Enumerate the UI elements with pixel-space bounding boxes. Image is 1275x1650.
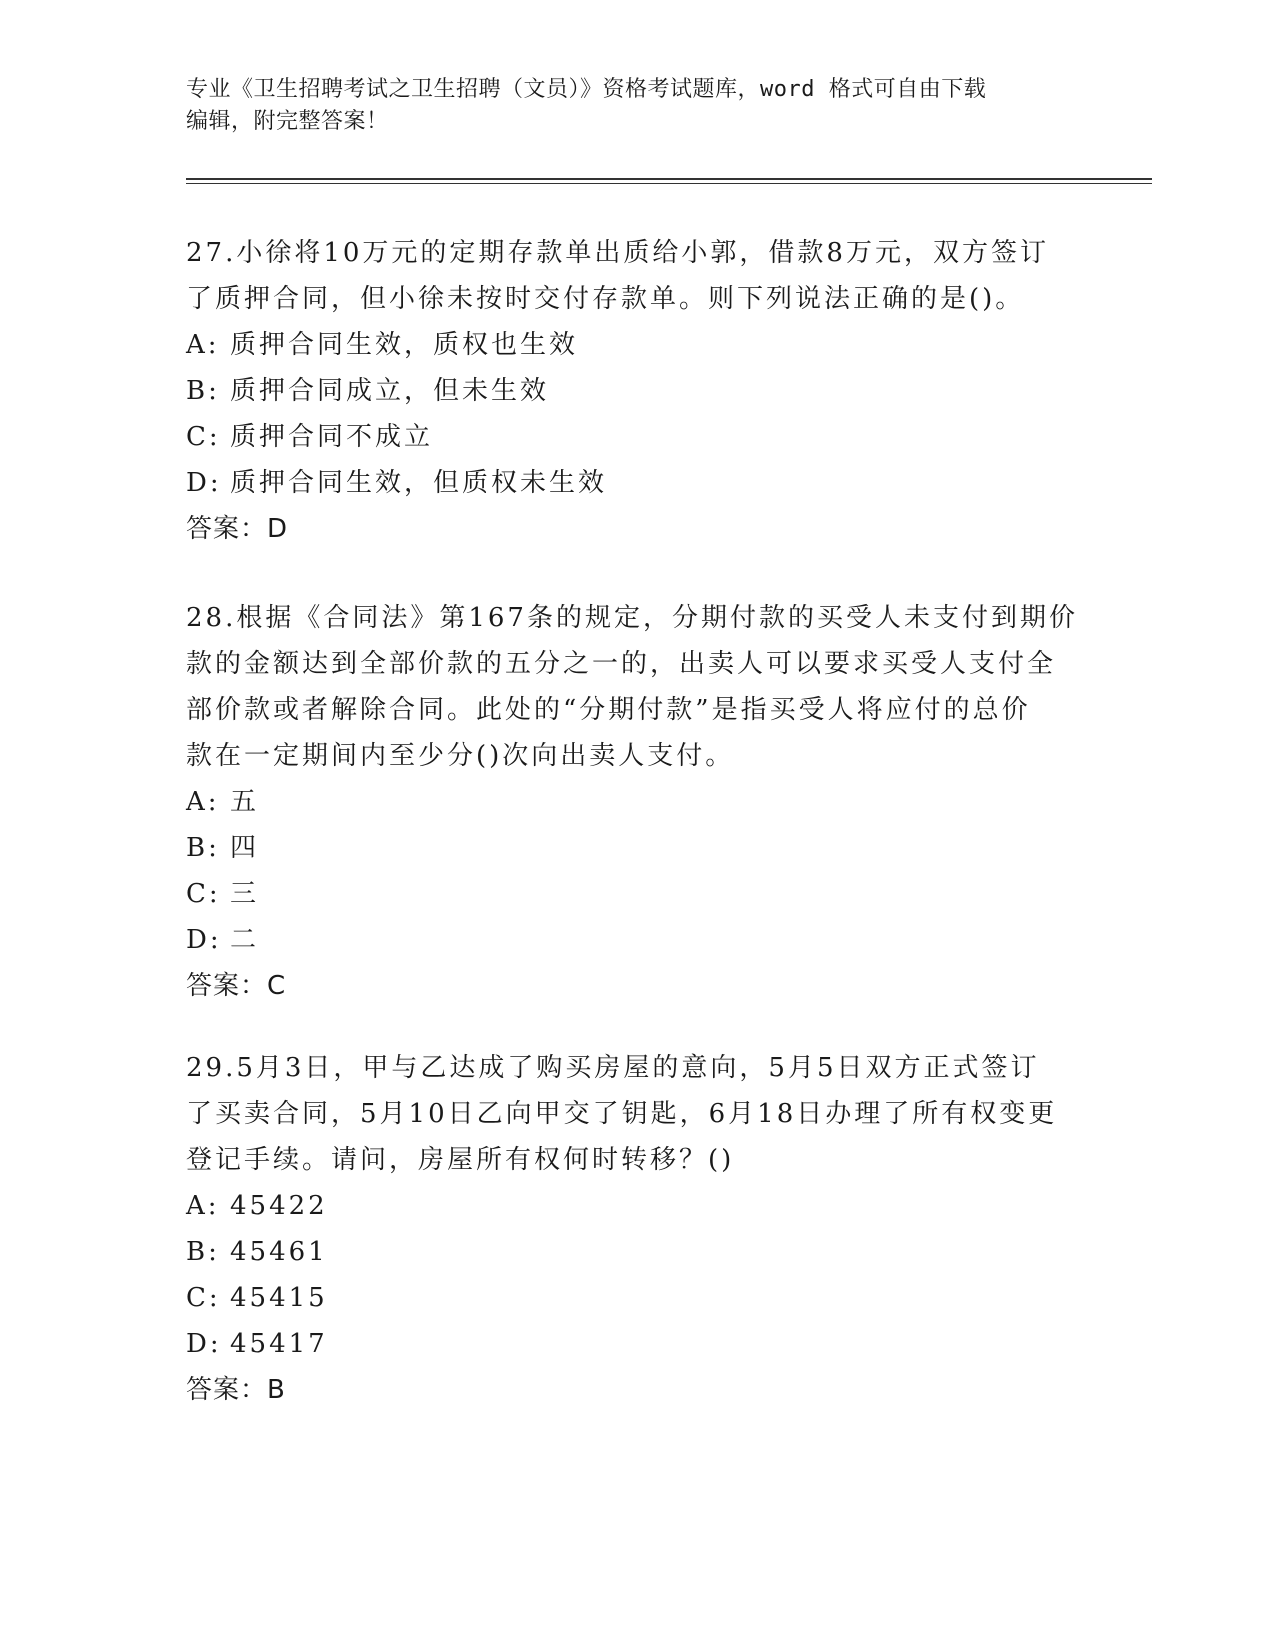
option-key: B: — [186, 833, 220, 863]
document-header — [186, 74, 1086, 138]
question-text-line: 登记手续。请问，房屋所有权何时转移？() — [186, 1145, 735, 1175]
question-text-line: 29.5月3日，甲与乙达成了购买房屋的意向，5月5日双方正式签订 — [186, 1053, 1040, 1083]
question-text-line: 款在一定期间内至少分()次向出卖人支付。 — [186, 741, 735, 771]
option-text: 45417 — [230, 1329, 328, 1359]
option-key: A: — [186, 330, 220, 360]
option-text: 三 — [230, 879, 260, 909]
option-key: C: — [186, 879, 221, 909]
option-key: A: — [186, 1191, 220, 1221]
option-d — [186, 917, 1086, 963]
header-divider-thick — [186, 178, 1152, 180]
option-key: C: — [186, 422, 221, 452]
option-key: D: — [186, 1329, 222, 1359]
option-key: D: — [186, 925, 222, 955]
question-text-line: 27.小徐将10万元的定期存款单出质给小郭，借款8万元，双方签订 — [186, 238, 1049, 268]
option-b — [186, 368, 1086, 414]
option-b — [186, 825, 1086, 871]
option-text: 45422 — [230, 1191, 328, 1221]
option-key: B: — [186, 1237, 220, 1267]
option-c — [186, 1275, 1086, 1321]
option-key: A: — [186, 787, 220, 817]
option-c — [186, 414, 1086, 460]
option-key: D: — [186, 468, 222, 498]
option-text: 45461 — [230, 1237, 328, 1267]
question-text-line: 了质押合同，但小徐未按时交付存款单。则下列说法正确的是()。 — [186, 284, 1025, 314]
option-d — [186, 1321, 1086, 1367]
header-divider-thin — [186, 183, 1152, 184]
question-28 — [186, 595, 1086, 1009]
option-text: 质押合同不成立 — [230, 422, 434, 452]
option-text: 四 — [230, 833, 260, 863]
option-text: 二 — [230, 925, 260, 955]
option-text: 五 — [230, 787, 260, 817]
option-text: 质押合同成立，但未生效 — [230, 376, 550, 406]
question-text-line: 款的金额达到全部价款的五分之一的，出卖人可以要求买受人支付全 — [186, 649, 1057, 679]
question-text-line: 部价款或者解除合同。此处的“分期付款”是指买受人将应付的总价 — [186, 695, 1031, 725]
header-line-1: 专业《卫生招聘考试之卫生招聘（文员）》资格考试题库，word 格式可自由下载 — [186, 77, 987, 102]
option-text: 质押合同生效，但质权未生效 — [230, 468, 608, 498]
question-text-line: 了买卖合同，5月10日乙向甲交了钥匙，6月18日办理了所有权变更 — [186, 1099, 1058, 1129]
option-a — [186, 1183, 1086, 1229]
option-b — [186, 1229, 1086, 1275]
option-a — [186, 322, 1086, 368]
header-line-2: 编辑，附完整答案！ — [186, 109, 389, 134]
option-d — [186, 460, 1086, 506]
option-a — [186, 779, 1086, 825]
question-text-line: 28.根据《合同法》第167条的规定，分期付款的买受人未支付到期价 — [186, 603, 1078, 633]
option-c — [186, 871, 1086, 917]
answer-label: 答案：C — [186, 971, 287, 1001]
option-key: C: — [186, 1283, 221, 1313]
answer-label: 答案：B — [186, 1375, 286, 1405]
option-text: 45415 — [230, 1283, 328, 1313]
question-27 — [186, 230, 1086, 552]
question-29 — [186, 1045, 1086, 1413]
answer-label: 答案：D — [186, 514, 289, 544]
option-key: B: — [186, 376, 220, 406]
option-text: 质押合同生效，质权也生效 — [230, 330, 579, 360]
